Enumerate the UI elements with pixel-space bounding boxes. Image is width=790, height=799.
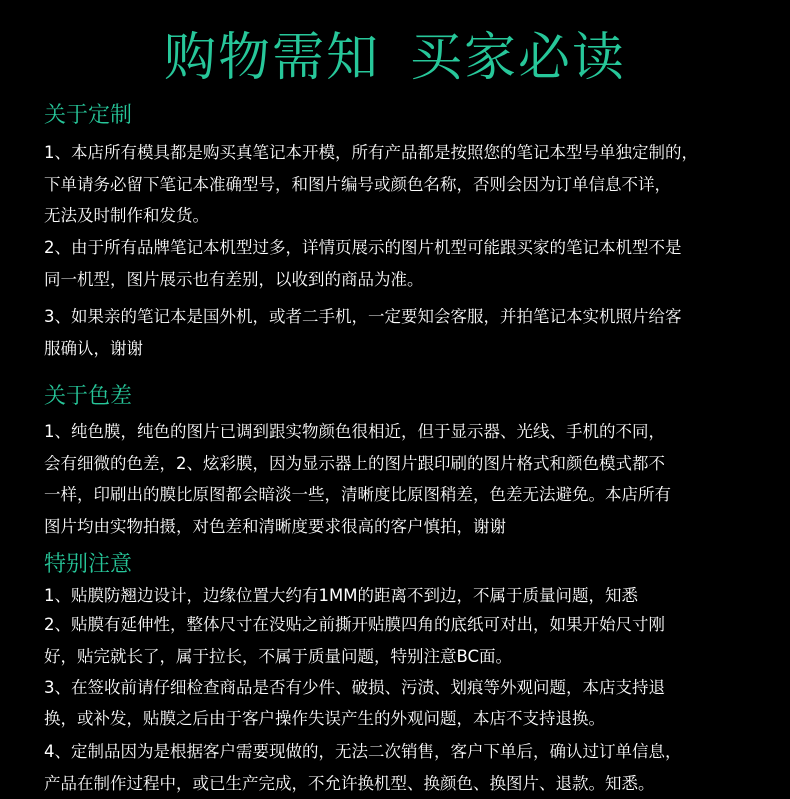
customization-line-2: 下单请务必留下笔记本准确型号，和图片编号或颜色名称，否则会因为订单信息不详， bbox=[44, 175, 671, 194]
color-line-2: 会有细微的色差，2、炫彩膜，因为显示器上的图片跟印刷的图片格式和颜色模式都不 bbox=[44, 454, 665, 473]
customization-line-1: 1、本店所有模具都是购买真笔记本开模，所有产品都是按照您的笔记本型号单独定制的， bbox=[44, 143, 698, 162]
page-title-part2: 买家必读 bbox=[410, 28, 627, 88]
notice-line-6: 4、定制品因为是根据客户需要现做的，无法二次销售，客户下单后，确认过订单信息， bbox=[44, 742, 682, 761]
customization-line-7: 服确认，谢谢 bbox=[44, 339, 143, 358]
page-title bbox=[0, 28, 790, 88]
notice-line-5: 换，或补发，贴膜之后由于客户操作失误产生的外观问题，本店不支持退换。 bbox=[44, 709, 605, 728]
customization-line-5: 同一机型，图片展示也有差别，以收到的商品为准。 bbox=[44, 270, 424, 289]
color-line-1: 1、纯色膜，纯色的图片已调到跟实物颜色很相近，但于显示器、光线、手机的不同， bbox=[44, 422, 665, 441]
notice-line-4: 3、在签收前请仔细检查商品是否有少件、破损、污渍、划痕等外观问题，本店支持退 bbox=[44, 678, 665, 697]
page-title-part1: 购物需知 bbox=[163, 28, 380, 88]
customization-line-4: 2、由于所有品牌笔记本机型过多，详情页展示的图片机型可能跟买家的笔记本机型不是 bbox=[44, 238, 682, 257]
section-heading-customization: 关于定制 bbox=[44, 103, 133, 128]
notice-line-7: 产品在制作过程中，或已生产完成，不允许换机型、换颜色、换图片、退款。知悉。 bbox=[44, 774, 655, 793]
color-line-3: 一样，印刷出的膜比原图都会暗淡一些，清晰度比原图稍差，色差无法避免。本店所有 bbox=[44, 485, 671, 504]
notice-line-1: 1、贴膜防翘边设计，边缘位置大约有1MM的距离不到边，不属于质量问题，知悉 bbox=[44, 586, 638, 605]
section-heading-color-difference: 关于色差 bbox=[44, 384, 133, 409]
customization-line-3: 无法及时制作和发货。 bbox=[44, 206, 209, 225]
notice-line-2: 2、贴膜有延伸性，整体尺寸在没贴之前撕开贴膜四角的底纸可对出，如果开始尺寸刚 bbox=[44, 615, 665, 634]
color-line-4: 图片均由实物拍摄，对色差和清晰度要求很高的客户慎拍，谢谢 bbox=[44, 517, 506, 536]
customization-line-6: 3、如果亲的笔记本是国外机，或者二手机，一定要知会客服，并拍笔记本实机照片给客 bbox=[44, 307, 682, 326]
section-heading-special-notice: 特别注意 bbox=[44, 552, 133, 577]
notice-line-3: 好，贴完就长了，属于拉长，不属于质量问题，特别注意BC面。 bbox=[44, 647, 513, 666]
